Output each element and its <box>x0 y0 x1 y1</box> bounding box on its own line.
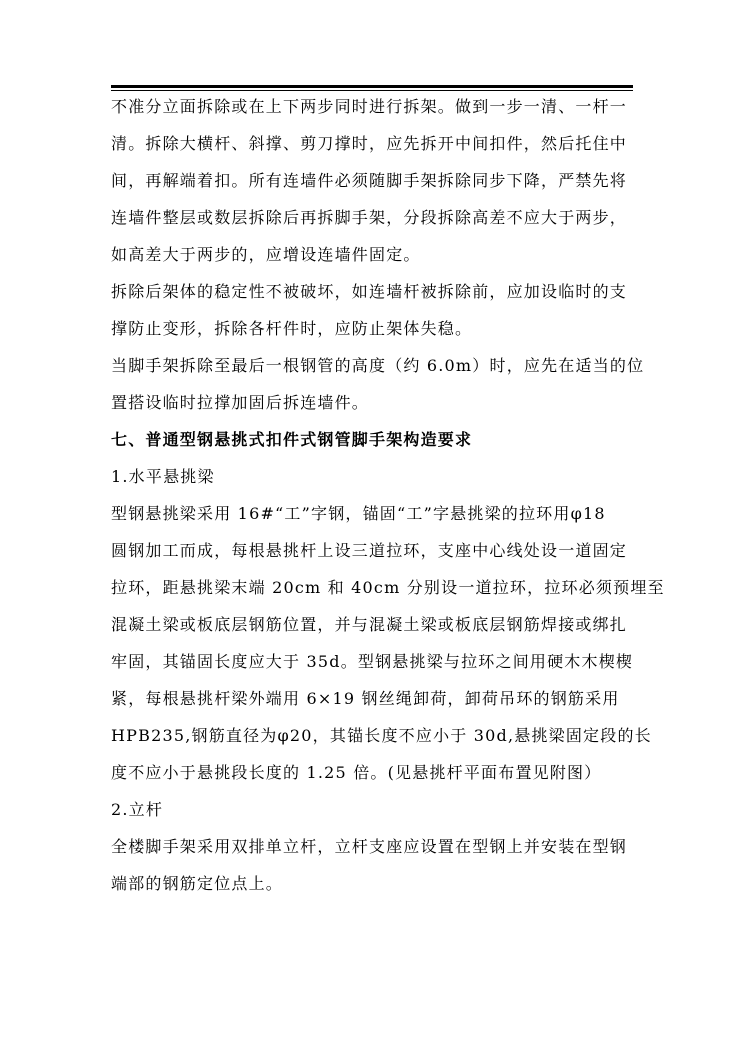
text-line: 清。拆除大横杆、斜撑、剪刀撑时，应先拆开中间扣件，然后托住中 <box>111 134 628 153</box>
text-line: 连墙件整层或数层拆除后再拆脚手架，分段拆除高差不应大于两步， <box>111 208 628 227</box>
text-line: 不准分立面拆除或在上下两步同时进行拆架。做到一步一清、一杆一 <box>111 97 628 116</box>
text-line: 拆除后架体的稳定性不被破坏，如连墙杆被拆除前，应加设临时的支 <box>111 282 628 301</box>
text-line: 间，再解端着扣。所有连墙件必须随脚手架拆除同步下降，严禁先将 <box>111 171 628 190</box>
text-line: 混凝土梁或板底层钢筋位置，并与混凝土梁或板底层钢筋焊接或绑扎 <box>111 615 628 634</box>
text-line: 度不应小于悬挑段长度的 1.25 倍。(见悬挑杆平面布置见附图） <box>111 763 602 782</box>
paragraph-vertical-pole <box>111 828 633 902</box>
text-line: HPB235,钢筋直径为φ20，其锚长度不应小于 30d,悬挑梁固定段的长 <box>111 726 652 745</box>
text-line: 如高差大于两步的，应增设连墙件固定。 <box>111 245 421 264</box>
subsection-title-vertical-pole: 2.立杆 <box>111 800 164 819</box>
text-line: 端部的钢筋定位点上。 <box>111 874 284 893</box>
paragraph-last-tube <box>111 347 645 421</box>
text-line: 型钢悬挑梁采用 16#“工”字钢，锚固“工”字悬挑梁的拉环用φ18 <box>111 504 606 523</box>
paragraph-cantilever-beam <box>111 495 665 791</box>
section-heading: 七、普通型钢悬挑式扣件式钢管脚手架构造要求 <box>111 430 473 449</box>
text-line: 牢固，其锚固长度应大于 35d。型钢悬挑梁与拉环之间用硬木木楔楔 <box>111 652 634 671</box>
text-line: 圆钢加工而成，每根悬挑杆上设三道拉环，支座中心线处设一道固定 <box>111 541 628 560</box>
paragraph-stability <box>111 273 633 347</box>
text-line: 撑防止变形，拆除各杆件时，应防止架体失稳。 <box>111 319 473 338</box>
subsection-title-cantilever-beam: 1.水平悬挑梁 <box>111 467 215 486</box>
text-line: 当脚手架拆除至最后一根钢管的高度（约 6.0m）时，应先在适当的位 <box>111 356 645 375</box>
document-body <box>111 88 665 902</box>
paragraph-dismantle-order <box>111 88 633 273</box>
text-line: 紧，每根悬挑杆梁外端用 6×19 钢丝绳卸荷，卸荷吊环的钢筋采用 <box>111 689 620 708</box>
text-line: 拉环，距悬挑梁末端 20cm 和 40cm 分别设一道拉环，拉环必须预埋至 <box>111 578 665 597</box>
text-line: 全楼脚手架采用双排单立杆，立杆支座应设置在型钢上并安装在型钢 <box>111 837 628 856</box>
text-line: 置搭设临时拉撑加固后拆连墙件。 <box>111 393 370 412</box>
